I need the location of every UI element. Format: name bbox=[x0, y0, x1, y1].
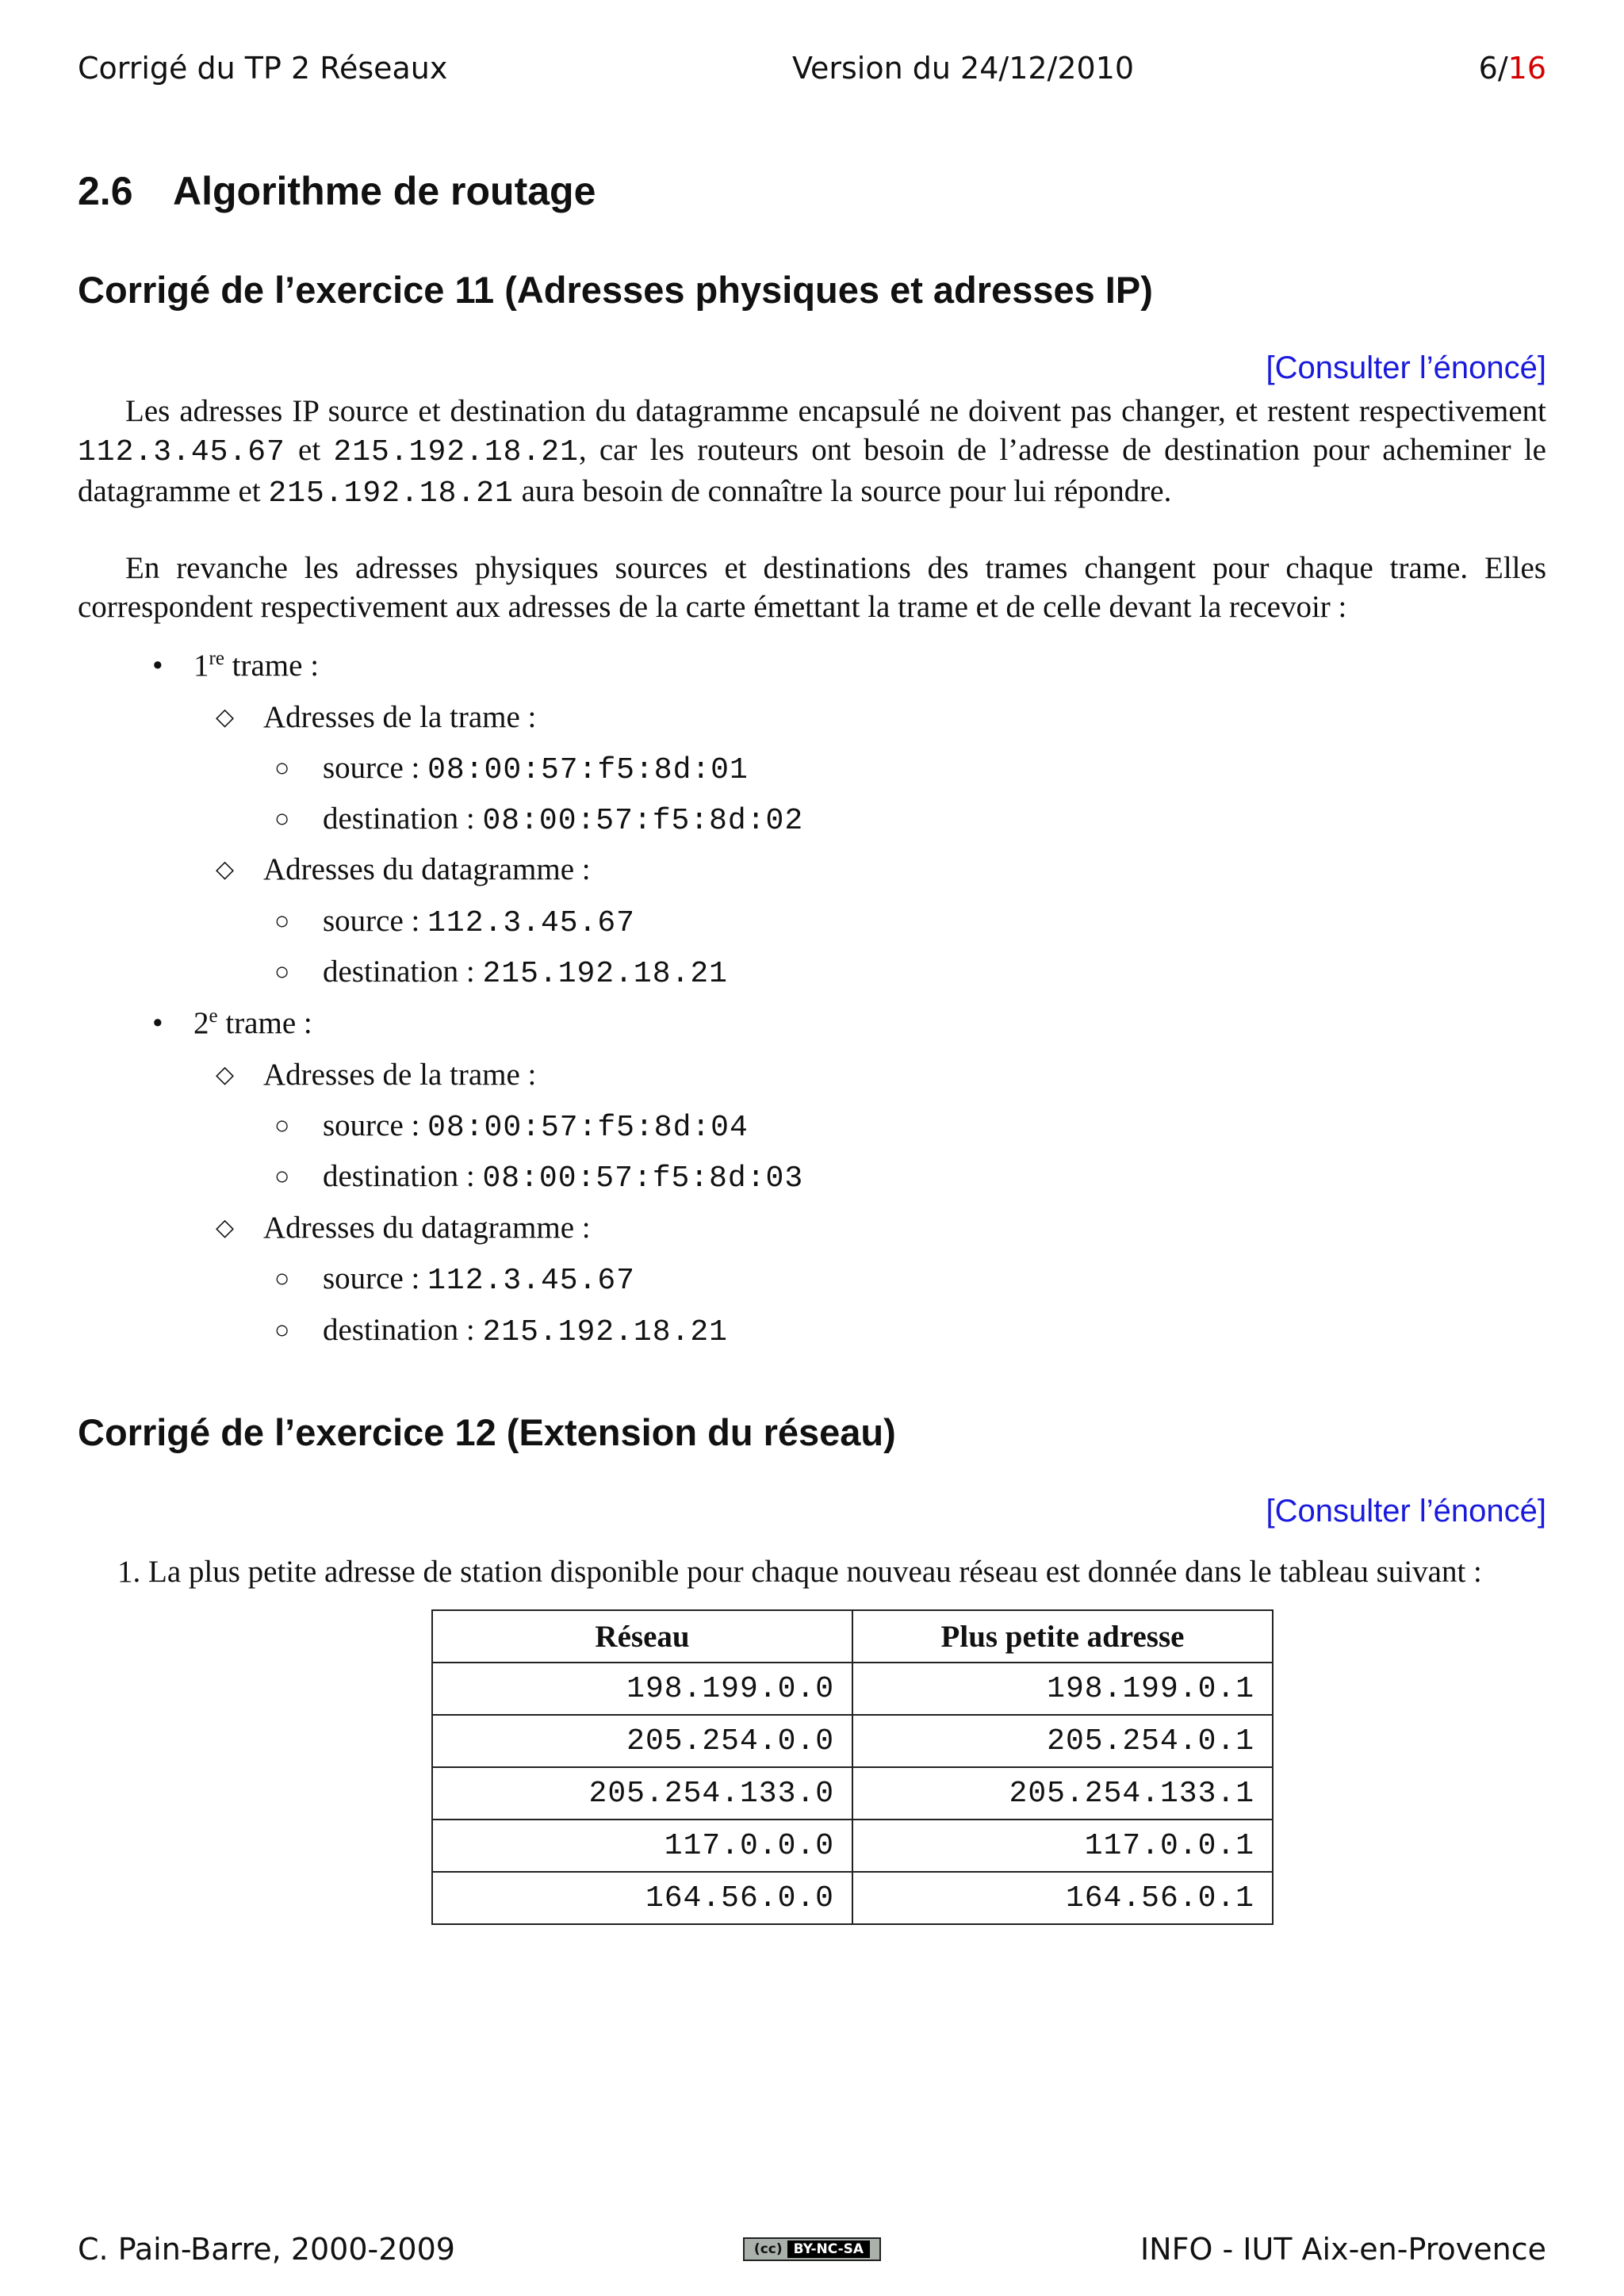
destination-label: destination : bbox=[323, 802, 483, 836]
p1-text-c: , car les routeurs ont besoin de l’adresse de destination pour acheminer le datagramme et bbox=[78, 433, 1546, 508]
ip-dg-source: 112.3.45.67 bbox=[427, 906, 635, 940]
page-number bbox=[1479, 51, 1546, 86]
footer-institution: INFO - IUT Aix-en-Provence bbox=[1139, 2232, 1546, 2267]
circle-bullet-icon: ○ bbox=[274, 957, 290, 985]
exercise-12-title: Corrigé de l’exercice 12 (Extension du réseau) bbox=[78, 1411, 896, 1453]
circle-bullet-icon: ○ bbox=[274, 804, 290, 832]
ip-source: 112.3.45.67 bbox=[78, 435, 285, 469]
consult-statement-link-12[interactable]: [Consulter l’énoncé] bbox=[1266, 1494, 1546, 1529]
p1-text-b: et bbox=[285, 433, 334, 467]
circle-bullet-icon: ○ bbox=[274, 906, 290, 935]
item-number: 1. bbox=[117, 1555, 141, 1589]
bullet-icon: • bbox=[152, 1006, 163, 1040]
ip-dg-destination: 215.192.18.21 bbox=[482, 957, 728, 991]
network-cell: 205.254.0.0 bbox=[432, 1715, 852, 1767]
diamond-bullet-icon: ◇ bbox=[216, 704, 235, 730]
ip-dg-destination: 215.192.18.21 bbox=[482, 1315, 728, 1349]
ip-destination: 215.192.18.21 bbox=[333, 435, 579, 469]
datagram-addresses-label: Adresses du datagramme : bbox=[263, 1211, 591, 1245]
ip-dg-source: 112.3.45.67 bbox=[427, 1264, 635, 1298]
circle-bullet-icon: ○ bbox=[274, 1161, 290, 1190]
cc-icon: (cc) bbox=[753, 2241, 783, 2257]
diamond-bullet-icon: ◇ bbox=[216, 1215, 235, 1241]
smallest-address-cell: 198.199.0.1 bbox=[852, 1663, 1273, 1715]
network-cell: 117.0.0.0 bbox=[432, 1820, 852, 1872]
mac-source: 08:00:57:f5:8d:04 bbox=[427, 1111, 749, 1145]
exercise-11-paragraph-1 bbox=[78, 392, 1546, 513]
diamond-bullet-icon: ◇ bbox=[216, 1062, 235, 1088]
frame-2-number: 2 bbox=[193, 1006, 209, 1040]
smallest-address-cell: 117.0.0.1 bbox=[852, 1820, 1273, 1872]
table-row bbox=[432, 1663, 1273, 1715]
ip-destination-2: 215.192.18.21 bbox=[268, 476, 514, 511]
frame-addresses-label: Adresses de la trame : bbox=[263, 700, 537, 734]
table-row bbox=[432, 1820, 1273, 1872]
enumerated-item-1 bbox=[117, 1552, 1482, 1591]
mac-source: 08:00:57:f5:8d:01 bbox=[427, 753, 749, 787]
section-title: Algorithme de routage bbox=[173, 169, 596, 213]
table-row bbox=[432, 1767, 1273, 1820]
column-header-smallest-address: Plus petite adresse bbox=[852, 1610, 1273, 1663]
page-current: 6 bbox=[1478, 51, 1498, 86]
page-header bbox=[78, 51, 1546, 86]
p1-text-a: Les adresses IP source et destination du datagramme encapsulé ne doivent pas changer, et restent respectivement bbox=[125, 394, 1546, 428]
network-cell: 205.254.133.0 bbox=[432, 1767, 852, 1820]
consult-statement-link-11[interactable]: [Consulter l’énoncé] bbox=[1266, 350, 1546, 385]
circle-bullet-icon: ○ bbox=[274, 1315, 290, 1344]
circle-bullet-icon: ○ bbox=[274, 753, 290, 782]
smallest-address-cell: 205.254.133.1 bbox=[852, 1767, 1273, 1820]
table-row bbox=[432, 1715, 1273, 1767]
frame-addresses-label: Adresses de la trame : bbox=[263, 1058, 537, 1092]
frame-1-ordinal: re bbox=[209, 648, 224, 669]
footer-author: C. Pain-Barre, 2000-2009 bbox=[78, 2232, 455, 2267]
mac-destination: 08:00:57:f5:8d:02 bbox=[482, 804, 804, 838]
source-label: source : bbox=[323, 751, 428, 785]
header-center: Version du 24/12/2010 bbox=[791, 51, 1135, 86]
bullet-icon: • bbox=[152, 649, 163, 683]
p1-text-d: aura besoin de connaître la source pour lui répondre. bbox=[513, 474, 1172, 508]
page-total-link[interactable]: 16 bbox=[1507, 51, 1546, 86]
frame-1-label: trame : bbox=[224, 649, 320, 683]
section-heading bbox=[78, 168, 596, 214]
cc-license-badge[interactable] bbox=[743, 2237, 881, 2261]
frame-2-label: trame : bbox=[217, 1006, 312, 1040]
circle-bullet-icon: ○ bbox=[274, 1111, 290, 1139]
destination-label: destination : bbox=[323, 1159, 483, 1193]
network-cell: 164.56.0.0 bbox=[432, 1872, 852, 1924]
smallest-address-cell: 205.254.0.1 bbox=[852, 1715, 1273, 1767]
page-separator: / bbox=[1497, 51, 1508, 86]
license-text: BY-NC-SA bbox=[787, 2241, 870, 2258]
destination-label: destination : bbox=[323, 955, 483, 989]
frame-1-number: 1 bbox=[193, 649, 209, 683]
smallest-address-cell: 164.56.0.1 bbox=[852, 1872, 1273, 1924]
circle-bullet-icon: ○ bbox=[274, 1264, 290, 1292]
mac-destination: 08:00:57:f5:8d:03 bbox=[482, 1161, 804, 1196]
destination-label: destination : bbox=[323, 1313, 483, 1347]
source-label: source : bbox=[323, 1108, 428, 1142]
header-left: Corrigé du TP 2 Réseaux bbox=[78, 51, 448, 86]
section-number: 2.6 bbox=[78, 169, 133, 213]
frame-2-ordinal: e bbox=[209, 1005, 218, 1027]
table-row bbox=[432, 1872, 1273, 1924]
network-cell: 198.199.0.0 bbox=[432, 1663, 852, 1715]
exercise-11-paragraph-2: En revanche les adresses physiques sources et destinations des trames changent pour chaque trame. Elles correspondent respectivement aux adresses de la carte émettant la trame et de celle devant la recevoir : bbox=[78, 551, 1546, 624]
address-table bbox=[431, 1609, 1274, 1925]
source-label: source : bbox=[323, 1261, 428, 1295]
column-header-network: Réseau bbox=[432, 1610, 852, 1663]
exercise-11-title: Corrigé de l’exercice 11 (Adresses physiques et adresses IP) bbox=[78, 269, 1153, 311]
source-label: source : bbox=[323, 904, 428, 938]
item-text: La plus petite adresse de station disponible pour chaque nouveau réseau est donnée dans le tableau suivant : bbox=[148, 1555, 1482, 1589]
table-header-row bbox=[432, 1610, 1273, 1663]
diamond-bullet-icon: ◇ bbox=[216, 856, 235, 882]
datagram-addresses-label: Adresses du datagramme : bbox=[263, 852, 591, 886]
